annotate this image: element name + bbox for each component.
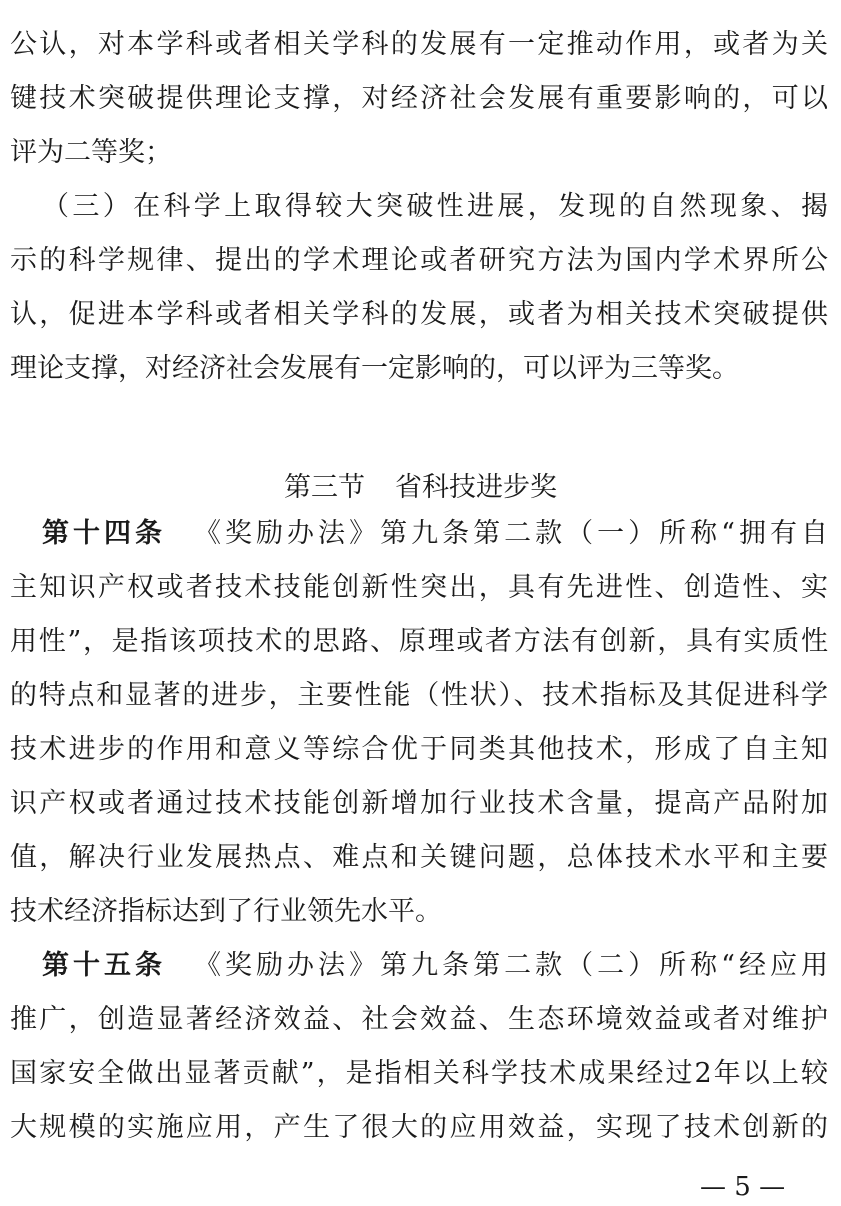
text-line: （三）在科学上取得较大突破性进展，发现的自然现象、揭: [42, 191, 828, 222]
article-text: 《奖励办法》第九条第二款（二）所称“经应用: [194, 950, 828, 981]
text-line: 的特点和显著的进步，主要性能（性状）、技术指标及其促进科学: [10, 680, 828, 711]
text-line: 公认，对本学科或者相关学科的发展有一定推动作用，或者为关: [10, 29, 828, 60]
text-line: 键技术突破提供理论支撑，对经济社会发展有重要影响的，可以: [10, 83, 828, 114]
text-line: 示的科学规律、提出的学术理论或者研究方法为国内学术界所公: [10, 245, 828, 276]
text-line: 认，促进本学科或者相关学科的发展，或者为相关技术突破提供: [10, 299, 828, 330]
text-line: 国家安全做出显著贡献”，是指相关科学技术成果经过2年以上较: [10, 1058, 828, 1089]
text-line: 用性”，是指该项技术的思路、原理或者方法有创新，具有实质性: [10, 626, 828, 657]
text-line: 技术经济指标达到了行业领先水平。: [10, 896, 442, 927]
section-number: 第三节: [284, 472, 365, 503]
section-title: 省科技进步奖: [395, 472, 557, 503]
text-line: 推广，创造显著经济效益、社会效益、生态环境效益或者对维护: [10, 1004, 828, 1035]
text-line: 理论支撑，对经济社会发展有一定影响的，可以评为三等奖。: [10, 353, 739, 384]
article-text: 《奖励办法》第九条第二款（一）所称“拥有自: [194, 518, 828, 549]
text-line: [42, 507, 828, 561]
text-line: 技术进步的作用和意义等综合优于同类其他技术，形成了自主知: [10, 734, 828, 765]
text-line: 识产权或者通过技术技能创新增加行业技术含量，提高产品附加: [10, 788, 828, 819]
text-line: [42, 939, 828, 993]
text-line: 评为二等奖；: [10, 137, 172, 168]
article-label: 第十五条: [42, 950, 167, 981]
text-line: 主知识产权或者技术技能创新性突出，具有先进性、创造性、实: [10, 572, 828, 603]
page-number: — 5 —: [700, 1172, 786, 1202]
text-line: 值，解决行业发展热点、难点和关键问题，总体技术水平和主要: [10, 842, 828, 873]
article-label: 第十四条: [42, 518, 167, 549]
text-line: 大规模的实施应用，产生了很大的应用效益，实现了技术创新的: [10, 1112, 828, 1143]
